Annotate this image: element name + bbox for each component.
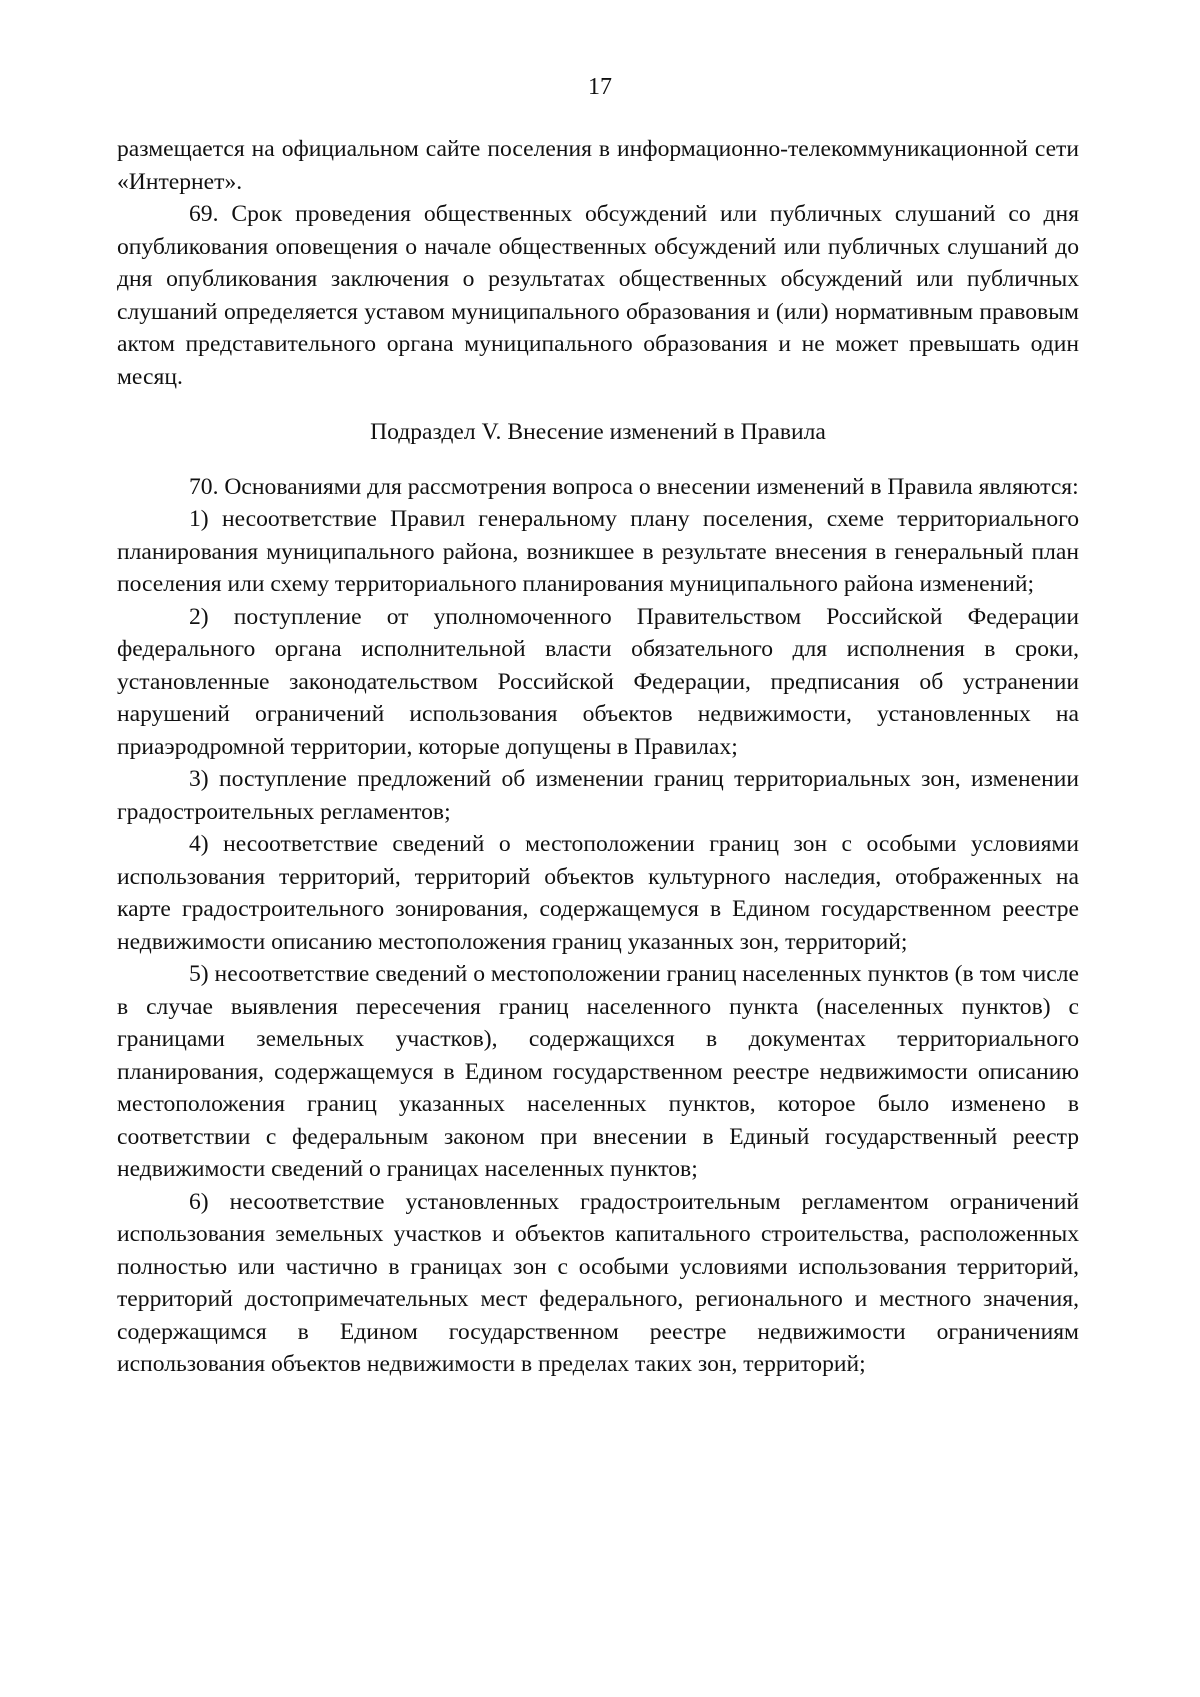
list-item-2: 2) поступление от уполномоченного Правительством Российской Федерации федерального органа исполнительной власти обязательного для исполнения в сроки, установленные законодательством Российской Федерации, предписания об устранении нарушений ограничений использования объектов недвижимости, установленных на приаэродромной территории, которые допущены в Правилах; [117, 603, 1079, 760]
list-item-5: 5) несоответствие сведений о местоположении границ населенных пунктов (в том числе в случае выявления пересечения границ населенного пункта (населенных пунктов) с границами земельных участков), содержащихся в документах территориального планирования, содержащемуся в Едином государственном реестре недвижимости описанию местоположения границ указанных населенных пунктов, которое было изменено в соответствии с федеральным законом при внесении в Единый государственный реестр недвижимости сведений о границах населенных пунктов; [117, 961, 1079, 1182]
list-item-3: 3) поступление предложений об изменении границ территориальных зон, изменении градостроительных регламентов; [117, 766, 1079, 825]
paragraph-continuation: размещается на официальном сайте поселения в информационно-телекоммуникационной сети «Интернет». [117, 136, 1079, 195]
list-item-4: 4) несоответствие сведений о местоположении границ зон с особыми условиями использования территорий, территорий объектов культурного наследия, отображенных на карте градостроительного зонирования, содержащемуся в Едином государственном реестре недвижимости описанию местоположения границ указанных зон, территорий; [117, 831, 1079, 955]
paragraph-70: 70. Основаниями для рассмотрения вопроса о внесении изменений в Правила являются: [189, 473, 1079, 500]
list-item-6: 6) несоответствие установленных градостроительным регламентом ограничений использования земельных участков и объектов капитального строительства, расположенных полностью или частично в границах зон с особыми условиями использования территорий, территорий достопримечательных мест федерального, регионального и местного значения, содержащимся в Едином государственном реестре недвижимости ограничениям использования объектов недвижимости в пределах таких зон, территорий; [117, 1188, 1079, 1377]
page-number: 17 [588, 74, 612, 100]
paragraph-69: 69. Срок проведения общественных обсуждений или публичных слушаний со дня опубликования оповещения о начале общественных обсуждений или публичных слушаний до дня опубликования заключения о результатах общественных обсуждений или публичных слушаний определяется уставом муниципального образования и (или) нормативным правовым актом представительного органа муниципального образования и не может превышать один месяц. [117, 201, 1079, 390]
list-item-1: 1) несоответствие Правил генеральному плану поселения, схеме территориального планирования муниципального района, возникшее в результате внесения в генеральный план поселения или схему территориального планирования муниципального района изменений; [117, 506, 1079, 597]
section-heading: Подраздел V. Внесение изменений в Правила [370, 419, 826, 445]
document-body [117, 133, 1079, 1381]
